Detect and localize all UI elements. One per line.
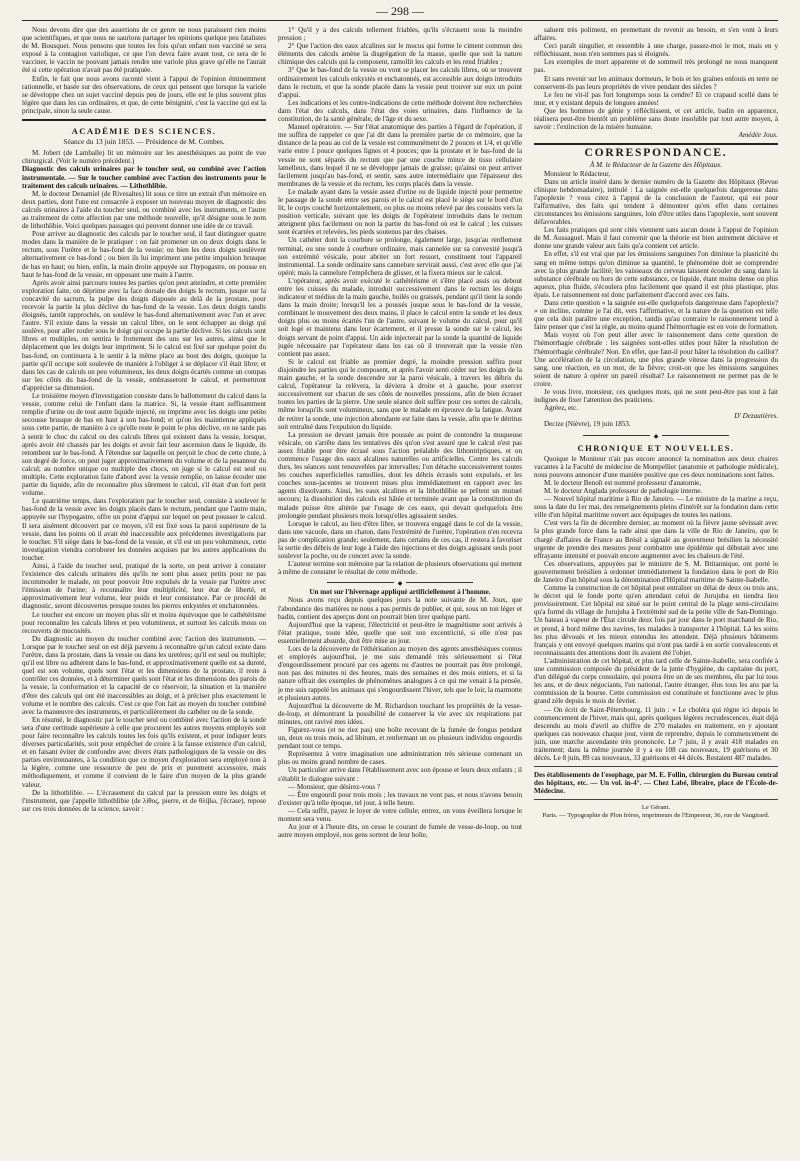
paragraph: De la lithothlibie. — L'écrasement du calcul par la pression entre les doigts et l'instrument, que j'appelle lithothlibie (de λίθος, pierre, et de θλίβω, j'écrase), repose sur ces trois données de la science, savoir : <box>22 788 266 813</box>
paragraph: Ceci paraît singulier, et ressemble à une charge, passez-moi le mot, mais en y réfléchissant, nous n'en sommes pas si éloignés. <box>534 42 778 59</box>
correspondence-close: Agréez, etc. <box>544 404 579 413</box>
academy-title: ACADÉMIE DES SCIENCES. <box>71 126 217 137</box>
paragraph: Du diagnostic au moyen du toucher combiné avec l'action des instruments. — Lorsque par le toucher seul on est déjà parvenu à reconnaître qu'un calcul existe dans l'urètre, dans la prostate, dans la vessie ou dans les uretères; qu'il est seul ou multiple; qu'il est libre ou adhérent dans le bas-fond, et approximativement quelle est sa dureté, quel est son volume, quels sont l'état et les dimensions de la prostate, il reste à contrôler ces données, et à déterminer quels sont l'état et les dimensions des parois de la vessie, la conformation et la capacité de ce réservoir, la situation et la manière d'être des calculs qui ont été inaccessibles au doigt, et à préciser plus exactement le volume et le nombre des calculs. C'est ce que l'on fait au moyen du toucher combiné avec la manœuvre des instruments, et particulièrement du cathéter ou de la sonde. <box>22 634 266 716</box>
section-rule <box>534 766 778 767</box>
paragraph: 2° Que l'action des eaux alcalines sur le mucus qui forme le ciment commun des éléments des calculs amène la disgrégation de la masse, quelle que soit la nature chimique des calculs qui la composent, ramollit les calculs et les rend friables ; <box>278 42 522 67</box>
paragraph: — On écrit de Saint-Pétersbourg, 11 juin : « Le choléra qui règne ici depuis le commencement de l'hiver, mais qui, après quelques légères recrudescences, était déjà descendu au mois d'avril au chiffre de 270 malades en traitement, en y ajoutant quelques cas nouveaux chaque jour, vient de reprendre, depuis le commencement de juin, une marche ascendante très prononcée. Le 7 juin, il y avait 418 malades en traitement; dans la même journée il y a eu 108 cas nouveaux, 19 guérisons et 30 décès. Le 8 juin, 89 cas nouveaux, 33 guérisons et 44 décès. Restaient 487 malades. <box>534 705 778 763</box>
col2-body <box>278 26 522 576</box>
page-number: — 298 — <box>376 3 424 18</box>
paragraph: M. le docteur Denamiel (de Rivesaltes) lit sous ce titre un extrait d'un mémoire en deux parties, dont l'une est consacrée à exposer un nouveau moyen de diagnostic des calculs urinaires à l'aide du toucher seul, ou combiné avec les instruments, et l'autre au traitement de cette affection par une méthode nouvelle, qu'il désigne sous le nom de lithothlibie. Voici quelques passages qui peuvent donner une idée de ce travail. <box>22 189 266 231</box>
paragraph: Dans cette question « la saignée est-elle quelquefois dangereuse dans l'apoplexie? » on incline, comme je l'ai dit, vers l'affirmative, et la nature de la question est telle que cela doit paraître une exception, tandis qu'au contraire le raisonnement tend à faire penser que c'est la règle, au moins quand l'hémorrhagie est en voie de formation. <box>534 299 778 332</box>
paragraph: Quoique le Moniteur n'ait pas encore annoncé la nomination aux deux chaires vacantes à la Faculté de médecine de Montpellier (anatomie et pathologie médicale), nous pouvons annoncer d'une manière positive que ces deux nominations sont faites. <box>534 454 778 479</box>
page-header <box>22 4 778 18</box>
paragraph: Nous avons reçu depuis quelques jours la note suivante de M. Joux, que l'abondance des matières ne nous a pas permis de publier, et qui, sous un ton léger et badin, contient des aperçus dont on pourrait bien tirer quelque parti. <box>278 596 522 621</box>
paragraph: Le toucher est encore un moyen plus sûr et moins équivoque que le cathétérisme pour reconnaître les calculs libres et peu volumineux, et surtout les calculs mous ou recouverts de mucosités. <box>22 610 266 635</box>
paragraph: Nous devons dire que des assertions de ce genre ne nous paraissent rien moins que scientifiques, et que nous ne saurions partager les opinions quelque peu fatalistes de M. Bousquet. Nous pensons que toutes les fois qu'un enfant non vacciné se sera exposé à la contagion variolique, ce que l'on devra faire avant tout, ce sera de le vacciner, le vaccin ne pouvant jamais rendre une variole plus grave qu'elle ne l'aurait été si cette opération n'avait pas été pratiquée. <box>22 26 266 75</box>
footer-rule <box>534 799 778 800</box>
paragraph: Ainsi, à l'aide du toucher seul, pratiqué de la sorte, on peut arriver à constater l'existence des calculs urinaires dès qu'ils ne sont plus assez petits pour ne pas incommoder le malade, on pour pouvoir être expulsés de la vessie par l'urètre avec l'émission de l'urine; à reconnaître leur multiplicité, leur état de liberté, et approximativement leur volume, leur poids et leur consistance. Par ce procédé de diagnostic, seront découvertes presque toutes les pierres enkystées et enchatonnées. <box>22 562 266 611</box>
paragraph: Le troisième moyen d'investigation consiste dans le ballottement du calcul dans la vessie, comme celui de l'enfant dans la matrice. Si, la vessie étant suffisamment remplie d'urine ou de tout autre liquide injecté, on imprime avec les doigts une petite secousse brusque de bas en haut à son bas-fond; et qu'on les maintienne appliqués sous cette partie, de manière à ce qu'elle reste le point le plus déclive, on ne tarde pas à sentir le choc du calcul ou des calculs libres qui existent dans la vessie, lorsque, après avoir été chassés par les doigts et avoir fait leur ascension dans le liquide, ils retombent sur le bas-fond. À l'étendue sur laquelle on perçoit le choc de cette chute, à son degré de force, on peut juger approximativement du volume et de la pesanteur du calcul; au nombre unique ou multiple des chocs, on juge si le calcul est seul ou multiple. Cette exploration faite d'abord avec la vessie remplie, on laisse écouler une partie du liquide, afin de reconnaître plus sûrement le calcul, s'il était d'un fort petit volume. <box>22 392 266 498</box>
paragraph: 3° Que le bas-fond de la vessie ou vont se placer les calculs libres, où se trouvent ordinairement les calculs enkystés et enchatonnés, est accessible aux doigts introduits dans le rectum, et que la sonde placée dans la vessie peut trouver sur eux un point d'appui. <box>278 66 522 99</box>
paragraph: L'opérateur, après avoir exécuté le cathétérisme et s'être placé assis ou debout entre les cuisses du malade, introduit successivement dans le rectum les doigts indicateur et médius de la main gauche, huilés ou graissés, pendant qu'il tient la sonde dans la main droite; lorsqu'il les a poussés jusque sous le bas-fond de la vessie, combinant le mouvement des deux mains, il place le calcul entre la sonde et les deux doigts plus ou moins écartés l'un de l'autre, suivant le volume du calcul, pour qu'il soit logé et maintenu dans leur écartement, et il presse la sonde sur le calcul, les doigts servant de point d'appui. Un aide injecterait par la sonde la quantité de liquide jugée nécessaire par l'opérateur dans les cas où il trouverait que la vessie n'en contient pas assez. <box>278 276 522 358</box>
paragraph: Que les hommes de génie y réfléchissent, et cet article, badin en apparence, réalisera peut-être bientôt un problème sans doute insoluble par tout autre moyen, à savoir : l'extinction de la misère humaine. <box>534 106 778 132</box>
ornament-divider: ◆ <box>534 432 778 438</box>
correspondence-place: Decize (Nièvre), 19 juin 1853. <box>544 420 631 429</box>
paragraph: Lorsque le calcul, au lieu d'être libre, se trouvera engagé dans le col de la vessie, dans une vacuole, dans un chaton, dans l'extrémité de l'urètre, l'opération n'en recevra pas de complication grande; seulement, dans certains de ces cas, il restera à favoriser la sortie des débris de leur loge à l'aide des injections et des doigts agissant seuls pour soulever la poche, ou de concert avec la sonde. <box>278 519 522 561</box>
section-rule <box>534 143 778 145</box>
academy-intro: M. Jobert (de Lamballe) lit un mémoire sur les anesthésiques au point de vue chirurgical. (Voir le numéro précédent.) <box>22 149 266 166</box>
paragraph: saluent très poliment, en premettant de revenir au besoin, et s'en vont à leurs affaires. <box>534 26 778 43</box>
signature-joux: Amédée Joux. <box>738 131 778 140</box>
paragraph: Figurez-vous (et ne riez pas) une boîte recevant de la fumée de fongus pendant un, deux ou trois mois, ad libitum, et renfermant un ou plusieurs individus engourdis pendant tout ce temps. <box>278 725 522 751</box>
paragraph: En effet, s'il est vrai que par les émissions sanguines l'on diminue la plasticité du sang en même temps qu'on diminue sa quantité, le phénomène doit se comprendre avec la plus grande facilité; les vaisseaux du cerveau laissent écouler du sang dans la substance cérébrale ou hors de cette substance, ce liquide, étant moins dense ou plus aqueux, plus fluide, s'écoulera plus facilement que quand il est plus plastique, plus épais. Le raisonnement est donc parfaitement d'accord avec ces faits. <box>534 250 778 299</box>
paragraph: — Cela suffit, payez le loyer de votre cellule; entrez, on vous éveillera lorsque le moment sera venu. <box>278 806 522 823</box>
paragraph: M. le docteur Anglada professeur de pathologie interne. <box>544 486 703 495</box>
paragraph: Je vous livre, monsieur, ces quelques mots, qui ne sont peut-être pas tout à fait indignes de fixer l'attention des praticiens. <box>534 388 778 405</box>
hibernation-article <box>278 596 522 839</box>
column-1 <box>22 26 266 1138</box>
paragraph: Dans un article inséré dans le dernier numéro de la Gazette des Hôpitaux (Revue clinique hebdomadaire), intitulé : La saignée est-elle quelquefois dangereuse dans l'apoplexie ? vous citez à l'appui de la conclusion de l'auteur, qui est pour l'affirmative, des faits qui tendent à démontrer qu'en effet dans certaines circonstances les émissions sanguines, loin d'être utiles dans l'apoplexie, sont souvent défavorables. <box>534 177 778 227</box>
paragraph: C'est vers la fin de décembre dernier, au moment où la fièvre jaune sévissait avec la plus grande force dans la rade ainsi que dans la ville de Rio de Janeiro, que le chargé d'affaires de France au Brésil a signalé au gouverneur brésilien la nécessité urgente de prendre des mesures pour combattre une épidémie qui débutait avec une effrayante intensité et pouvait encore augmenter avec les chaleurs de l'été. <box>534 519 778 560</box>
paragraph: Enfin, le fait que nous avons raconté vient à l'appui de l'opinion éminemment rationnelle, et basée sur des observations, de ceux qui pensent que lorsque la variole se développe chez un sujet vacciné depuis peu de jours, elle est le plus souvent plus légère que dans les cas ordinaires, et que, de cette bénignité, c'est la vaccine qui est la principale, sinon la seule cause. <box>22 74 266 115</box>
paragraph: — Être engourdi pour trois mois ; les travaux ne vont pas, et nous n'avons besoin d'exister qu'à telle époque, tel jour, à telle heure. <box>278 790 522 807</box>
col3-top <box>534 26 778 131</box>
correspondence-title: CORRESPONDANCE. <box>584 147 728 160</box>
header-rule <box>22 20 778 21</box>
col1-body <box>22 190 266 813</box>
paragraph: Si le calcul est friable au premier degré, la moindre pression suffira pour disjoindre les parties qui le composent, et après l'avoir senti céder sur les doigts de la main gauche, et la sonde descendre sur la paroi vésicale, à travers les débris du calcul, l'opérateur la relèvera, la déviera à droite et à gauche, pour exercer successivement sur chacun de ses côtés de nouvelles pressions, afin de bien écraser toutes les parties de la pierre. Une seule séance doit suffire pour ces sortes de calculs, même lorsqu'ils sont volumineux, sans que le malade en éprouve de la fatigue. Avant de retirer la sonde, une injection abondante est faite dans la vessie, afin que le détritus soit entraîné dans l'expulsion du liquide. <box>278 357 522 431</box>
section-rule <box>22 119 266 121</box>
correspondence-salutation: Monsieur le Rédacteur, <box>544 169 611 178</box>
paragraph: La pression ne devant jamais être poussée au point de contondre la muqueuse vésicale, on s'arrête dans les tentatives dès qu'on s'est assuré que le calcul n'est pas assez friable pour être écrasé sous l'action préalable des lithontriptiques, et on commence l'usage des eaux alcalines naturelles ou artificielles. Contre les calculs durs, les séances sont renouvelées par intervalles; l'on détache successivement toutes les couches superficielles ramollies, dont les débris écrasés sont expulsés, et les couches sous-jacentes se trouvent mises plus immédiatement en rapport avec les agents dissolvants. Ainsi, les eaux alcalines et la lithothlibie se prêtent un mutuel secours; la dissolution des calculs est hâtée et terminée avant que la constitution du malade puisse être altérée par l'usage de ces eaux, qui devait quelquefois être prolongée pendant plusieurs mois lorsqu'elles agissaient seules. <box>278 430 522 520</box>
paragraph: Après avoir ainsi parcouru toutes les parties qu'on peut atteindre, et cette première exploration faite, on déprime avec la face dorsale des doigts le rectum, jusque sur la concavité du sacrum, la pulpe des doigts disposée au delà de la prostate, pour recevoir la partie la plus déclive du bas-fond de la vessie. Les deux doigts tandis éloignés, tantôt rapprochés, on soulève le bas-fond alternativement avec l'un et avec l'autre. S'il existe dans la vessie un calcul libre, on le sent échapper au doigt qui soulève, pour aller rouler sous le doigt qui occupe la partie déclive. Si les calculs sont libres et multiples, on sentira le frottement des uns sur les autres, aimsi que le déplacement que les doigts leur impriment. Si le calcul est fixé sur quelque point du bas-fond, on continuera à le sentir à la même place au bout des doigts, quoique la partie qu'il occupe soit soulevée de manière à l'obliger à se déplacer s'il était libre; et dans les cas de calculs un peu volumineux, les deux doigts écartés comme un compas sur les côtés du bas-fond de la vessie, embrasseront le calcul, et permettront d'apprécier sa dimension. <box>22 278 266 392</box>
paragraph: Les faits pratiques qui sont cités viennent sans aucun doute à l'appui de l'opinion de M. Aussaguel. Mais il faut convenir que la théorie est bien autrement décisive et donne une grande valeur aux faits qu'a contient cet article. <box>534 226 778 251</box>
paragraph: Lors de la découverte de l'éthérisation au moyen des agents anesthésiques connus et employés aujourd'hui, je me suis demandé très sérieusement si l'état d'engourdissement procuré par ces agents ou d'autres ne pourrait pas être prolongé, non pas des minutes ni des heures, mais des semaines et des mois entiers, et si la nature offrait des exemples de phénomènes analogues à ce qui me venait à la pensée, je me suis rappelé les animaux qui s'engourdissent l'hiver, tels que le loir, la marmotte et plusieurs autres. <box>278 645 522 702</box>
chronicle-title: CHRONIQUE ET NOUVELLES. <box>577 442 735 453</box>
paragraph: — Monsieur, que désirez-vous ? <box>288 782 381 791</box>
paragraph: Un particulier arrive dans l'établissement avec son épouse et leurs deux enfants ; il s'établit le dialogue suivant : <box>278 766 522 783</box>
paragraph: M. le docteur Benoît est nommé professeur d'anatomie, <box>544 478 702 487</box>
paragraph: 1° Qu'il y a des calculs tellement friables, qu'ils s'écrasent sous la moindre pression ; <box>278 26 522 43</box>
correspondence-addressee: À M. le Rédacteur de la Gazette des Hôpitaux. <box>590 161 722 170</box>
paragraph: Mais voyez où l'on peut aller avec le raisonnement dans cette question de l'hémorrhagie cérébrale : les saignées sont-elles utiles pour hâter la résolution de l'hémorrhagie cérébrale? Non. En effet, que faut-il pour hâter la résolution du caillot? Une accélération de la circulation, une plus grande vitesse dans la progression du sang, une réaction, en un mot, de la fièvre; croit-on que les émissions sanguines soient de nature à opérer un pareil résultat? Le raisonnement ne permet pas de le croire. <box>534 331 778 388</box>
paragraph: L'auteur termine son mémoire par la relation de plusieurs observations qui mettent à même de constater le résultat de cette méthode. <box>278 560 522 577</box>
columns <box>22 26 778 1138</box>
paragraph: L'administration de cet hôpital, et plus tard celle de Sainte-Isabelle, sera confiée à une commission composée du président de la junte d'hygiène, du capitaine du port, d'un délégué du corps consulaire, qui pourra être un de ses membres, élu par lui tous les ans, et de deux négociants, l'un national, l'autre étranger, élus tous les ans par la commission de la bourse. Cette commission est constituée et fonctionne avec le plus grand zèle depuis le mois de février. <box>534 656 778 706</box>
paragraph: Le malade ayant dans la vessie assez d'urine ou de liquide injecté pour permettre le passage de la sonde entre ses parois et le calcul est placé le siège sur le bord d'un lit, le corps couché horizontalement, ou plus ou moins relevé par des coussins vers la position verticale, suivant que les doigts de l'opérateur introduits dans le rectum atteignent plus facilement ou non la partie du bas-fond où est le calcul ; les cuisses sont écartées et relevées, les pieds soutenus par des chaises. <box>278 187 522 237</box>
paragraph: Les exemples de mort apparente et de sommeil très prolongé ne nous manquent pas. <box>534 58 778 75</box>
correspondence-signature: D' Dezautières. <box>734 412 778 421</box>
paragraph: Le feu ne vit-il pas fort longtemps sous la cendre? Et ce crapaud scellé dans le mur, et y existant depuis de longues années! <box>534 90 778 107</box>
paragraph: Aujourd'hui la découverte de M. Richardson touchant les propriétés de la vesse-de-loup, et démontrant la possibilité de conserver la vie avec six respirations par minutes, ont ravivé mes idées. <box>278 701 522 726</box>
paragraph: Comme la construction de cet hôpital peut entraîner un délai de deux ou trois ans, le décret qui le fonde porte qu'en attendant celui de Jurujuba en tiendra lieu provisoirement. Cet hôpital est situé sur le point central de la plage semi-circulaire qu'a formé du village de Jurujuba à l'extrémité sud de la petite ville de San-Domingo. Un bateau à vapeur de l'État circule deux fois par jour dans le port marchand de Rio, et prend, à bord même des navires, les malades à transporter à l'hôpital. Là les soins les plus dévoués et les mieux entendus les attendent. Déjà plusieurs bâtiments français y ont envoyé quelques marins qui n'ont pas tardé à en sortir convalescents et reconnaissants des attentions dont ils avaient été l'objet. <box>534 584 778 657</box>
paragraph: — Nouvel hôpital maritime à Rio de Janeiro. — Le ministre de la marine a reçu, sous la date du 1er mai, des renseignements pleins d'intérêt sur la fondation dans cette ville d'un hôpital maritime ouvert aux équipages de toutes les nations. <box>534 495 778 520</box>
hibernation-heading: Un mot sur l'hivernage appliqué artificiellement à l'homme. <box>309 588 491 597</box>
paragraph: Représentez à votre imagination une administration très sérieuse contenant un plus ou moins grand nombre de cases. <box>278 750 522 767</box>
paragraph: Et sans revenir sur les animaux dormeurs, le bois et les graines enfouis en terre ne conservent-ils pas leurs propriétés de vivre pendant des siècles ? <box>534 74 778 91</box>
paragraph: En résumé, le diagnostic par le toucher seul ou combiné avec l'action de la sonde sera d'une certitude supérieure à celle que procurent les autres moyens employés soit pour faire reconnaître les calculs toutes les fois qu'ils existent, et pour indiquer leurs diverses particularités, soit pour empêcher de croire à la fausse existence d'un calcul, et en faisant éviter de confondre avec divers états pathologiques de la vessie ou des parties environnantes, à la condition que ce moyen d'exploration sera employé non à la légère, comme une ressource de peu de prix et purement accessoire, mais méthodiquement, et comme il convient de le faire d'un moyen de la plus grande valeur. <box>22 715 266 789</box>
correspondence-body <box>534 178 778 405</box>
paragraph: Le quatrième temps, dans l'exploration par le toucher seul, consiste à soulever le bas-fond de la vessie avec les doigts placés dans le rectum, pendant que l'autre main, appuyée sur l'hypogastre, offre un point d'appui sur lequel on peut pousser le calcul. Il sera aisément découvert par ce moyen, s'il est fixé sous la paroi supérieure de la vessie, dans les points où il avait été inaccessible aux précédentes investigations par le toucher. S'il siège dans le bas-fond de la vessie, et s'il est un peu volumineux, cette investigation viendra corroborer les données acquises par les autres applications du toucher. <box>22 497 266 562</box>
paragraph: Pour arriver au diagnostic des calculs par le toucher seul, il faut distinguer quatre modes dans la manière de le pratiquer : on fait promener un ou deux doigts dans le rectum, sous l'urètre et le bas-fond de la vessie; ou bien les deux doigts soulèvent alternativement ce bas-fond ; ou bien ils lui impriment une petite impulsion brusque de bas en haut; ou bien, enfin, la main droite appuyée sur l'hypogastre, on pousse en haut le bas-fond de la vessie, en opposant une main à l'autre. <box>22 230 266 279</box>
footer-printer: Paris. — Typographie de Plon frères, imprimeurs de l'Empereur, 36, rue de Vaugirard. <box>542 812 770 820</box>
paragraph: Ces observations, appuyées par le ministre de S. M. Britannique, ont porté le gouvernement brésilien à ordonner immédiatement la fondation dans le port de Rio de Janeiro d'un hôpital sous la dénomination d'Hôpital maritime de Sainte-Isabelle. <box>534 559 778 584</box>
academy-session: Séance du 13 juin 1853. — Présidence de M. Combes. <box>63 137 225 147</box>
diagnostic-heading: Diagnostic des calculs urinaires par le toucher seul, ou combiné avec l'action instrumentale. — Sur le toucher combiné avec l'action des instruments pour le traitement des calculs urinaires. — Lithothlibie. <box>22 165 266 190</box>
column-3 <box>534 26 778 1138</box>
column-2 <box>278 26 522 1138</box>
footer-editor: Le Gérant. <box>641 804 671 812</box>
chronicle-body <box>534 455 778 763</box>
paragraph: Les indications et les contre-indications de cette méthode doivent être recherchées dans l'état des calculs, dans l'état des voies urinaires, dans l'influence de la constitution, de la santé générale, de l'âge et du sexe. <box>278 98 522 124</box>
col1-intro <box>22 26 266 115</box>
paragraph: Au jour et à l'heure dits, on cesse le courant de fumée de vesse-de-loup, ou tout autre moyen employé, nos gens sortent de leur boîte, <box>278 823 522 840</box>
paragraph: Un cathéter dont la courbure se prolonge, également large, jusqu'au renflement terminal, ou une sonde à courbure ordinaire, mais cannelée sur sa convexité jusqu'à son extrémité vésicale, pour abriter un fort ressort, constituent tout l'appareil instrumental. La sonde ordinaire sans cannelure servirait aussi, c'est avec elle que j'ai opéré; mais la cannelure l'empêchera de glisser, et la fixera mieux sur le calcul. <box>278 236 522 277</box>
book-notice: Des établissements de l'esophage, par M. E. Follin, chirurgien du Bureau central des hôpitaux, etc. — Un vol. in-4°. — Chez Labé, libraire, place de l'École-de-Médecine. <box>534 771 778 796</box>
paragraph: Aujourd'hui que la vapeur, l'électricité et peut-être le magnétisme sont arrivés à l'état pratique, toute idée, quelle que soit son excentricité, si elle n'est pas essentiellement absurde, doit être mise au jour. <box>278 620 522 645</box>
ornament-divider: ◆ <box>278 579 522 585</box>
paragraph: Manuel opératoire. — Sur l'état anatomique des parties à l'égard de l'opération, il me suffira de rappeler ce que j'ai dit dans la première partie de ce mémoire, que la distance de la peau au col de la vessie est communément de 2 pouces et 1/4, et qu'elle varie entre 1 pouce quelques lignes et 4 pouces; que la prostate et le bas-fond de la vessie ne sont séparés du rectum que par une couche mince de tissu cellulaire lamelleux, dans lequel il ne se développe jamais de graisse; qu'ainsi on peut arriver facilement jusqu'au bas-fond, et sentir, sans autre intermédiaire que l'épaisseur des membranes de la vessie et du rectum, les corps placés dans la vessie. <box>278 123 522 188</box>
